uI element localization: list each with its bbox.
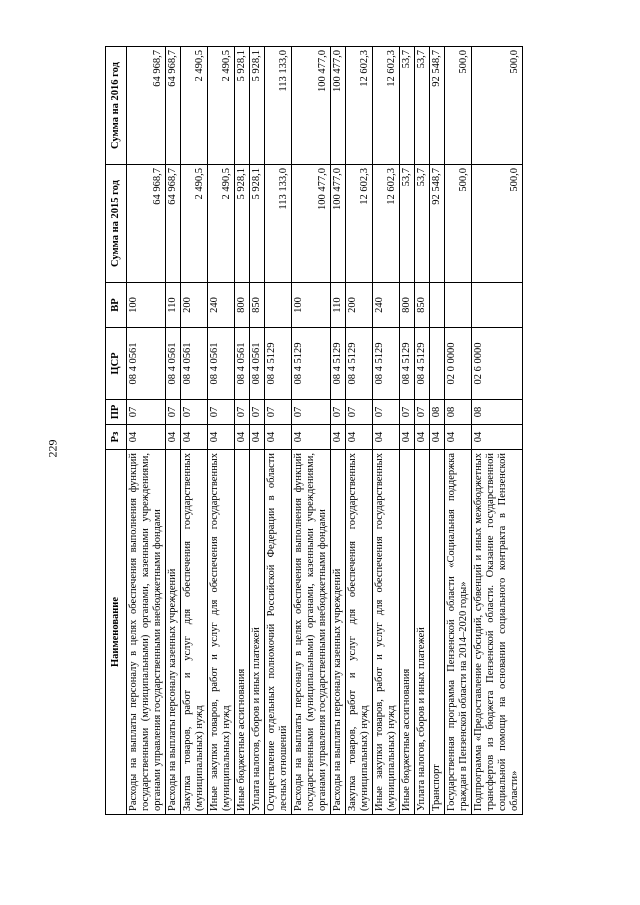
row-sum-2015: 113 133,0 [265, 165, 292, 283]
row-sum-2016: 100 477,0 [292, 47, 331, 165]
table-row [292, 47, 331, 815]
row-name: Расходы на выплаты персоналу казенных учреждений [331, 450, 346, 815]
table-row [127, 47, 166, 815]
row-sum-2015: 100 477,0 [331, 165, 346, 283]
row-name: Расходы на выплаты персоналу казенных учреждений [166, 450, 181, 815]
row-pr: 07 [208, 400, 235, 425]
row-pr: 07 [265, 400, 292, 425]
budget-table [105, 46, 523, 815]
row-csr: 02 6 0000 [472, 328, 523, 400]
header-csr: ЦСР [106, 328, 127, 400]
row-vr: 800 [235, 283, 250, 328]
row-vr [430, 283, 445, 328]
row-pr: 07 [415, 400, 430, 425]
row-pr: 07 [346, 400, 373, 425]
row-rz: 04 [127, 425, 166, 450]
table-row [250, 47, 265, 815]
row-sum-2016: 92 548,7 [430, 47, 445, 165]
row-pr: 08 [430, 400, 445, 425]
row-csr: 08 4 0561 [208, 328, 235, 400]
row-name: Иные закупки товаров, работ и услуг для обеспечения государственных (муниципальных) нужд [208, 450, 235, 815]
row-name: Транспорт [430, 450, 445, 815]
row-csr: 08 4 0561 [166, 328, 181, 400]
row-pr: 07 [250, 400, 265, 425]
row-vr: 100 [127, 283, 166, 328]
row-csr: 08 4 5129 [415, 328, 430, 400]
row-csr: 08 4 5129 [400, 328, 415, 400]
header-sum-2015: Сумма на 2015 год [106, 165, 127, 283]
page-number: 229 [45, 439, 60, 458]
row-sum-2015: 100 477,0 [292, 165, 331, 283]
row-sum-2016: 113 133,0 [265, 47, 292, 165]
row-sum-2016: 53,7 [415, 47, 430, 165]
row-vr: 200 [346, 283, 373, 328]
row-sum-2016: 500,0 [445, 47, 472, 165]
row-sum-2016: 500,0 [472, 47, 523, 165]
row-sum-2015: 5 928,1 [250, 165, 265, 283]
row-rz: 04 [181, 425, 208, 450]
row-sum-2015: 500,0 [445, 165, 472, 283]
row-sum-2015: 2 490,5 [181, 165, 208, 283]
row-csr: 08 4 5129 [331, 328, 346, 400]
row-name: Закупка товаров, работ и услуг для обеспечения государственных (муниципальных) нужд [181, 450, 208, 815]
row-pr: 07 [331, 400, 346, 425]
row-rz: 04 [400, 425, 415, 450]
row-csr [430, 328, 445, 400]
row-vr: 110 [166, 283, 181, 328]
row-sum-2015: 53,7 [415, 165, 430, 283]
row-sum-2016: 5 928,1 [235, 47, 250, 165]
row-rz: 04 [415, 425, 430, 450]
row-pr: 08 [472, 400, 523, 425]
row-rz: 04 [346, 425, 373, 450]
header-name: Наименование [106, 450, 127, 815]
rotated-page-content [105, 47, 523, 815]
table-row [373, 47, 400, 815]
row-pr: 07 [181, 400, 208, 425]
table-row [346, 47, 373, 815]
row-csr: 02 0 0000 [445, 328, 472, 400]
header-vr: ВР [106, 283, 127, 328]
row-vr: 110 [331, 283, 346, 328]
row-pr: 07 [400, 400, 415, 425]
row-rz: 04 [265, 425, 292, 450]
row-vr: 240 [373, 283, 400, 328]
row-csr: 08 4 5129 [265, 328, 292, 400]
row-vr [472, 283, 523, 328]
row-pr: 07 [235, 400, 250, 425]
row-csr: 08 4 5129 [346, 328, 373, 400]
row-name: Уплата налогов, сборов и иных платежей [415, 450, 430, 815]
row-vr: 850 [250, 283, 265, 328]
row-vr: 100 [292, 283, 331, 328]
row-sum-2015: 2 490,5 [208, 165, 235, 283]
row-rz: 04 [235, 425, 250, 450]
table-row [472, 47, 523, 815]
row-sum-2015: 500,0 [472, 165, 523, 283]
row-sum-2016: 5 928,1 [250, 47, 265, 165]
row-rz: 04 [445, 425, 472, 450]
row-rz: 04 [208, 425, 235, 450]
table-row [235, 47, 250, 815]
row-pr: 07 [292, 400, 331, 425]
row-vr [265, 283, 292, 328]
row-csr: 08 4 0561 [235, 328, 250, 400]
row-name: Иные бюджетные ассигнования [235, 450, 250, 815]
row-pr: 07 [373, 400, 400, 425]
row-pr: 08 [445, 400, 472, 425]
row-rz: 04 [166, 425, 181, 450]
row-name: Иные закупки товаров, работ и услуг для обеспечения государственных (муниципальных) нужд [373, 450, 400, 815]
row-sum-2015: 5 928,1 [235, 165, 250, 283]
row-name: Подпрограмма «Предоставление субсидий, субвенций и иных межбюджетных трансфертов из бюджета Пензенской области. Оказание государственной социальной помощи на основании социального контракта в Пензенской области» [472, 450, 523, 815]
row-vr: 800 [400, 283, 415, 328]
row-name: Расходы на выплаты персоналу в целях обеспечения выполнения функций государственными (муниципальными) органами, казенными учреждениями, органами управления государственными внебюджетными фондами [127, 450, 166, 815]
table-row [445, 47, 472, 815]
row-name: Осуществление отдельных полномочий Российской Федерации в области лесных отношений [265, 450, 292, 815]
row-vr [445, 283, 472, 328]
row-rz: 04 [472, 425, 523, 450]
row-name: Расходы на выплаты персоналу в целях обеспечения выполнения функций государственными (муниципальными) органами, казенными учреждениями, органами управления государственными внебюджетными фондами [292, 450, 331, 815]
row-rz: 04 [250, 425, 265, 450]
row-sum-2016: 100 477,0 [331, 47, 346, 165]
row-name: Уплата налогов, сборов и иных платежей [250, 450, 265, 815]
table-row [415, 47, 430, 815]
row-pr: 07 [166, 400, 181, 425]
row-sum-2015: 92 548,7 [430, 165, 445, 283]
row-sum-2015: 64 968,7 [127, 165, 166, 283]
header-rz: Рз [106, 425, 127, 450]
table-row [265, 47, 292, 815]
row-vr: 200 [181, 283, 208, 328]
table-row [400, 47, 415, 815]
table-row [331, 47, 346, 815]
row-rz: 04 [292, 425, 331, 450]
table-row [430, 47, 445, 815]
row-sum-2015: 12 602,3 [373, 165, 400, 283]
row-sum-2016: 64 968,7 [166, 47, 181, 165]
table-row [166, 47, 181, 815]
row-name: Иные бюджетные ассигнования [400, 450, 415, 815]
table-header-row [106, 47, 127, 815]
row-sum-2015: 64 968,7 [166, 165, 181, 283]
row-name: Закупка товаров, работ и услуг для обеспечения государственных (муниципальных) нужд [346, 450, 373, 815]
row-sum-2016: 2 490,5 [208, 47, 235, 165]
table-row [208, 47, 235, 815]
row-sum-2016: 53,7 [400, 47, 415, 165]
row-csr: 08 4 5129 [292, 328, 331, 400]
header-sum-2016: Сумма на 2016 год [106, 47, 127, 165]
row-vr: 850 [415, 283, 430, 328]
row-sum-2016: 64 968,7 [127, 47, 166, 165]
row-sum-2015: 12 602,3 [346, 165, 373, 283]
row-sum-2016: 2 490,5 [181, 47, 208, 165]
row-pr: 07 [127, 400, 166, 425]
row-sum-2016: 12 602,3 [373, 47, 400, 165]
row-csr: 08 4 0561 [250, 328, 265, 400]
row-sum-2015: 53,7 [400, 165, 415, 283]
row-rz: 04 [430, 425, 445, 450]
row-vr: 240 [208, 283, 235, 328]
row-csr: 08 4 5129 [373, 328, 400, 400]
row-csr: 08 4 0561 [181, 328, 208, 400]
row-name: Государственная программа Пензенской области «Социальная поддержка граждан в Пензенской области на 2014–2020 годы» [445, 450, 472, 815]
row-rz: 04 [331, 425, 346, 450]
row-rz: 04 [373, 425, 400, 450]
row-csr: 08 4 0561 [127, 328, 166, 400]
table-row [181, 47, 208, 815]
header-pr: ПР [106, 400, 127, 425]
row-sum-2016: 12 602,3 [346, 47, 373, 165]
